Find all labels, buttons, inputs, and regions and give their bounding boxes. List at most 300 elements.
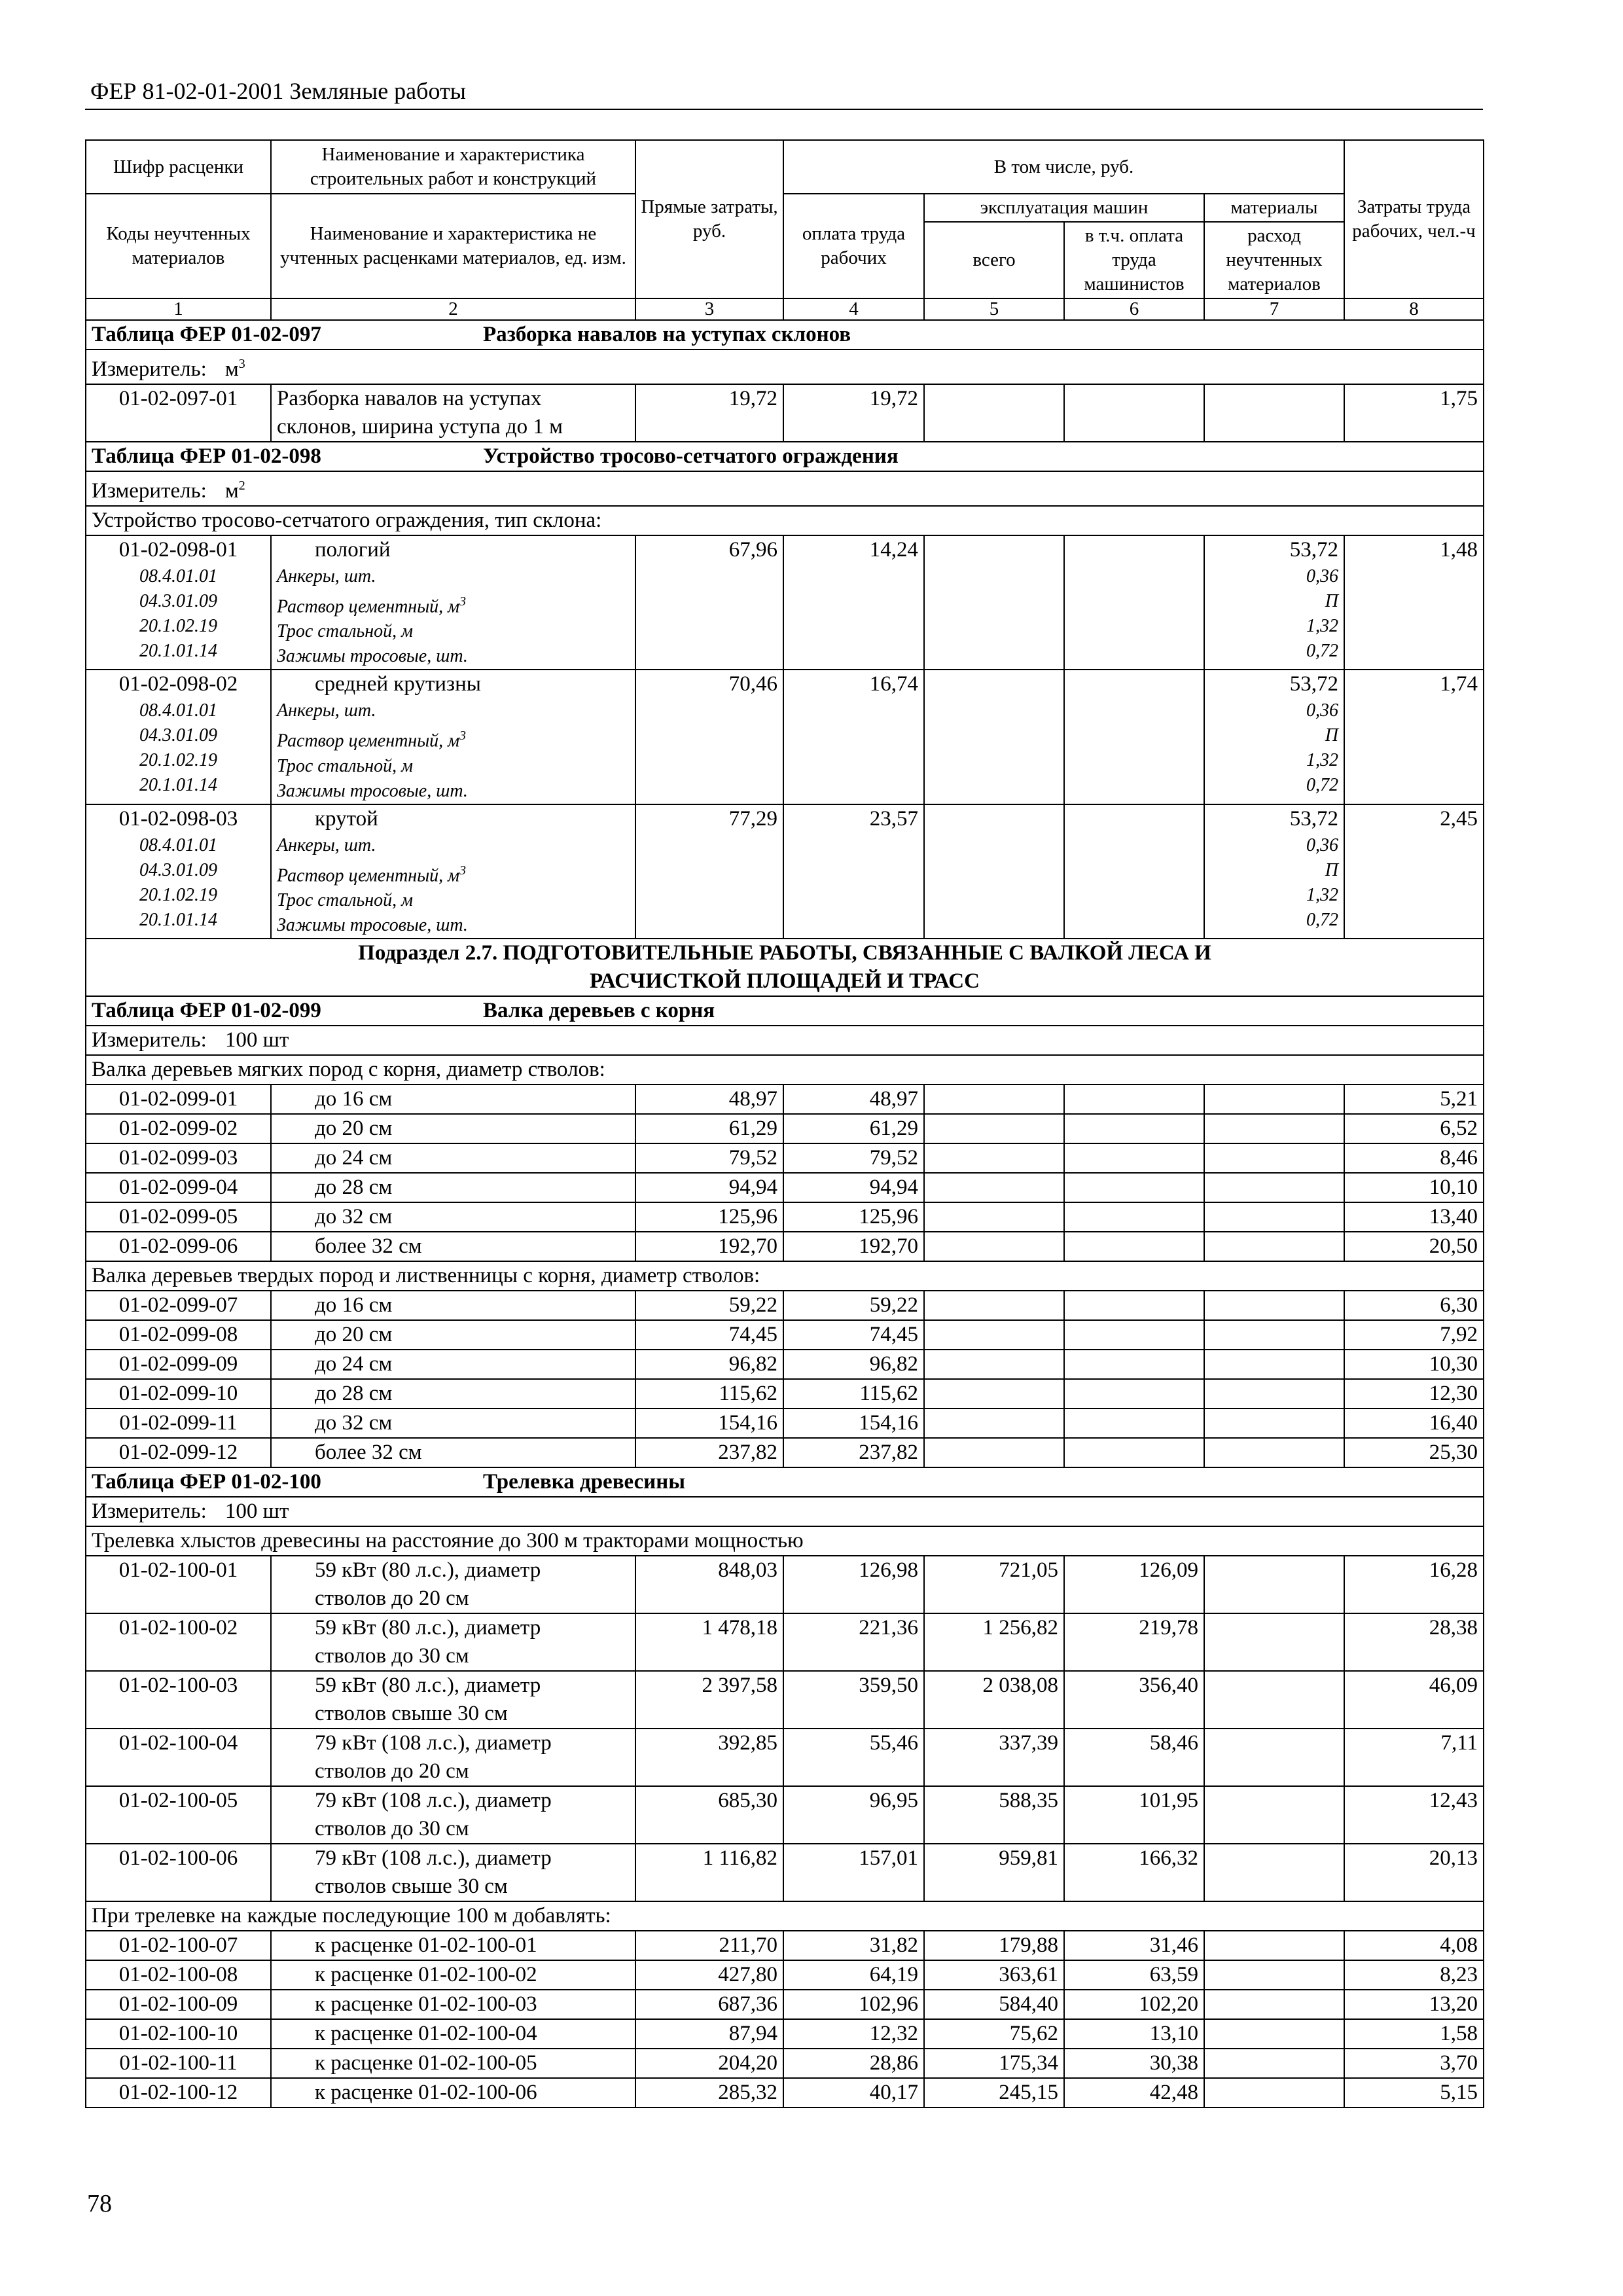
group-header: Устройство тросово-сетчатого ограждения, тип склона: (86, 506, 1484, 535)
header-row-1 (86, 140, 1484, 194)
materials-cost (1204, 670, 1344, 804)
material-name-text: Анкеры, шт. (277, 834, 376, 855)
rate-code (86, 670, 271, 804)
labor-cost: 12,30 (1344, 1379, 1484, 1408)
rate-name-line1: 59 кВт (80 л.с.), диаметр (315, 1615, 541, 1640)
subsection-heading (86, 939, 1484, 996)
materials-cost (1204, 1379, 1344, 1408)
rate-code: 01-02-100-04 (86, 1729, 271, 1786)
direct-cost: 392,85 (635, 1729, 783, 1786)
rate-name-line2: стволов до 30 см (315, 1816, 469, 1840)
rate-code: 01-02-099-04 (86, 1173, 271, 1202)
materials-cost (1204, 1438, 1344, 1467)
material-qty: 1,32 (1306, 616, 1338, 636)
table-row (86, 1320, 1484, 1350)
worker-wage: 126,98 (783, 1556, 924, 1613)
labor-cost: 12,43 (1344, 1786, 1484, 1844)
machinist-wage: 63,59 (1064, 1960, 1204, 1990)
measure-row (86, 471, 1484, 506)
machinist-wage (1064, 1232, 1204, 1261)
rate-code (86, 535, 271, 670)
group-header: Трелевка хлыстов древесины на расстояние до 300 м тракторами мощностью (86, 1526, 1484, 1556)
worker-wage: 359,50 (783, 1671, 924, 1729)
machine-cost: 245,15 (924, 2078, 1064, 2108)
worker-wage: 96,95 (783, 1786, 924, 1844)
machine-cost (924, 1408, 1064, 1438)
worker-wage: 28,86 (783, 2049, 924, 2078)
worker-wage: 19,72 (783, 384, 924, 442)
machine-cost: 363,61 (924, 1960, 1064, 1990)
direct-cost: 427,80 (635, 1960, 783, 1990)
rate-name-line1: 79 кВт (108 л.с.), диаметр (315, 1846, 552, 1870)
material-qty: 1,32 (1306, 884, 1338, 905)
col1-header-top: Шифр расценки (86, 140, 271, 194)
materials-cost (1204, 1202, 1344, 1232)
rate-name-text: до 24 см (315, 1352, 393, 1376)
labor-cost: 10,10 (1344, 1173, 1484, 1202)
material-name (277, 698, 630, 723)
machine-cost: 337,39 (924, 1729, 1064, 1786)
rate-code: 01-02-100-09 (86, 1990, 271, 2019)
materials-cost (1204, 1931, 1344, 1960)
column-number: 8 (1344, 298, 1484, 320)
column-number: 3 (635, 298, 783, 320)
rate-code: 01-02-100-11 (86, 2049, 271, 2078)
rate-name-text: до 28 см (315, 1175, 393, 1199)
machine-cost (924, 1350, 1064, 1379)
table-title-row (86, 320, 1484, 350)
rate-name-line1: 59 кВт (80 л.с.), диаметр (315, 1558, 541, 1582)
rate-name-text: к расценке 01-02-100-02 (315, 1962, 537, 1986)
table-title: Валка деревьев с корня (483, 998, 715, 1022)
table-code: Таблица ФЕР 01-02-097 (92, 323, 321, 346)
materials-cost (1204, 535, 1344, 670)
material-qty: П (1325, 725, 1338, 746)
rate-name (271, 1671, 635, 1729)
direct-cost: 192,70 (635, 1232, 783, 1261)
materials-cost (1204, 1613, 1344, 1671)
col5-header: всего (924, 222, 1064, 298)
materials-cost (1204, 1671, 1344, 1729)
col6-header: в т.ч. оплата труда машинистов (1064, 222, 1204, 298)
direct-cost: 79,52 (635, 1143, 783, 1173)
rate-name (271, 670, 635, 804)
direct-cost: 96,82 (635, 1350, 783, 1379)
rate-name (271, 1291, 635, 1320)
materials-cost (1204, 1960, 1344, 1990)
measure-unit-power: 2 (238, 478, 245, 493)
material-qty: П (1325, 859, 1338, 880)
worker-wage: 23,57 (783, 804, 924, 939)
material-code: 08.4.01.01 (139, 700, 217, 721)
material-name-text: Анкеры, шт. (277, 566, 376, 586)
measure-cell (86, 1026, 1484, 1055)
rate-name (271, 2019, 635, 2049)
materials-cost (1204, 1173, 1344, 1202)
rate-code: 01-02-099-12 (86, 1438, 271, 1467)
material-name (277, 644, 630, 669)
materials-cost (1204, 1232, 1344, 1261)
direct-cost: 848,03 (635, 1556, 783, 1613)
table-row (86, 1990, 1484, 2019)
rate-code: 01-02-100-07 (86, 1931, 271, 1960)
rate-name (271, 1931, 635, 1960)
rate-name-text: более 32 см (315, 1234, 422, 1258)
worker-wage: 64,19 (783, 1960, 924, 1990)
direct-cost: 115,62 (635, 1379, 783, 1408)
rate-code: 01-02-100-08 (86, 1960, 271, 1990)
labor-cost: 7,11 (1344, 1729, 1484, 1786)
page-header: ФЕР 81-02-01-2001 Земляные работы (90, 78, 466, 104)
rate-code: 01-02-099-08 (86, 1320, 271, 1350)
machinist-wage (1064, 670, 1204, 804)
machinist-wage: 13,10 (1064, 2019, 1204, 2049)
rate-name (271, 1408, 635, 1438)
column-number: 2 (271, 298, 635, 320)
rate-name-text: до 32 см (315, 1410, 393, 1435)
table-row (86, 1202, 1484, 1232)
rate-code: 01-02-100-12 (86, 2078, 271, 2108)
material-name-text: Раствор цементный, м (277, 865, 460, 886)
material-code: 04.3.01.09 (139, 591, 217, 611)
table-title: Устройство тросово-сетчатого ограждения (483, 444, 899, 468)
table-code: Таблица ФЕР 01-02-098 (92, 444, 321, 468)
rate-code: 01-02-099-06 (86, 1232, 271, 1261)
worker-wage: 125,96 (783, 1202, 924, 1232)
measure-cell (86, 1497, 1484, 1526)
table-title: Трелевка древесины (483, 1469, 686, 1494)
rate-name (271, 1990, 635, 2019)
labor-cost: 8,23 (1344, 1960, 1484, 1990)
subsection-line2: РАСЧИСТКОЙ ПЛОЩАДЕЙ И ТРАСС (590, 969, 980, 993)
rate-name-line2: стволов до 20 см (315, 1586, 469, 1610)
machine-cost: 588,35 (924, 1786, 1064, 1844)
group-header-row (86, 1901, 1484, 1931)
material-name (277, 913, 630, 938)
materials-cost (1204, 1786, 1344, 1844)
rate-code: 01-02-099-07 (86, 1291, 271, 1320)
machine-cost (924, 384, 1064, 442)
material-name-text: Зажимы тросовые, шт. (277, 914, 468, 935)
column-number: 4 (783, 298, 924, 320)
machinist-wage: 31,46 (1064, 1931, 1204, 1960)
material-unit-power: 3 (459, 728, 467, 744)
measure-label: Измеритель: (92, 357, 207, 381)
table-row (86, 1173, 1484, 1202)
material-name (277, 833, 630, 858)
measure-unit: 100 шт (224, 1028, 289, 1052)
machinist-wage: 356,40 (1064, 1671, 1204, 1729)
table-row (86, 1143, 1484, 1173)
measure-row (86, 350, 1484, 384)
rate-name (271, 804, 635, 939)
column-number: 1 (86, 298, 271, 320)
rate-name (271, 1085, 635, 1114)
worker-wage: 55,46 (783, 1729, 924, 1786)
rate-name-text: до 28 см (315, 1381, 393, 1405)
material-qty: 0,72 (1306, 909, 1338, 930)
measure-label: Измеритель: (92, 1499, 207, 1523)
rate-name-text: к расценке 01-02-100-04 (315, 2021, 537, 2045)
rate-name (271, 1202, 635, 1232)
rate-code: 01-02-099-05 (86, 1202, 271, 1232)
material-name-text: Трос стальной, м (277, 755, 414, 776)
table-title-row (86, 442, 1484, 471)
machine-cost (924, 1143, 1064, 1173)
rate-name-text: до 20 см (315, 1116, 393, 1140)
labor-cost: 3,70 (1344, 2049, 1484, 2078)
table-row (86, 2019, 1484, 2049)
labor-cost: 8,46 (1344, 1143, 1484, 1173)
table-row (86, 1232, 1484, 1261)
direct-cost: 48,97 (635, 1085, 783, 1114)
direct-cost: 67,96 (635, 535, 783, 670)
rate-name (271, 1114, 635, 1143)
machine-cost (924, 1173, 1064, 1202)
column-number: 6 (1064, 298, 1204, 320)
rate-name (271, 1320, 635, 1350)
machinist-wage (1064, 1408, 1204, 1438)
rate-name (271, 1173, 635, 1202)
machine-cost (924, 1438, 1064, 1467)
direct-cost: 94,94 (635, 1173, 783, 1202)
table-row (86, 1085, 1484, 1114)
machinist-wage: 126,09 (1064, 1556, 1204, 1613)
table-title-cell (86, 320, 1484, 350)
materials-cost-text: 53,72 (1289, 538, 1338, 562)
rate-name (271, 384, 635, 442)
material-name-text: Зажимы тросовые, шт. (277, 780, 468, 801)
material-code: 08.4.01.01 (139, 834, 217, 855)
machine-cost: 721,05 (924, 1556, 1064, 1613)
material-unit-power: 3 (459, 863, 467, 878)
table-title-cell (86, 996, 1484, 1026)
worker-wage: 94,94 (783, 1173, 924, 1202)
labor-cost: 5,15 (1344, 2078, 1484, 2108)
table-title-cell (86, 442, 1484, 471)
table-row (86, 1291, 1484, 1320)
rate-name-text: к расценке 01-02-100-01 (315, 1933, 537, 1957)
table-row (86, 2049, 1484, 2078)
rate-code-text: 01-02-098-03 (118, 806, 238, 831)
rate-name (271, 1786, 635, 1844)
rate-name-text: до 16 см (315, 1086, 393, 1111)
worker-wage: 221,36 (783, 1613, 924, 1671)
rate-code: 01-02-100-05 (86, 1786, 271, 1844)
machinist-wage: 101,95 (1064, 1786, 1204, 1844)
machinist-wage (1064, 1143, 1204, 1173)
table-row (86, 1844, 1484, 1901)
worker-wage: 14,24 (783, 535, 924, 670)
table-title-row (86, 996, 1484, 1026)
labor-cost: 13,20 (1344, 1990, 1484, 2019)
worker-wage: 12,32 (783, 2019, 924, 2049)
materials-cost (1204, 2019, 1344, 2049)
material-code: 20.1.01.14 (139, 775, 217, 796)
materials-cost (1204, 1114, 1344, 1143)
direct-cost: 125,96 (635, 1202, 783, 1232)
direct-cost: 211,70 (635, 1931, 783, 1960)
measure-row (86, 1497, 1484, 1526)
worker-wage: 59,22 (783, 1291, 924, 1320)
group-header: Валка деревьев твердых пород и лиственницы с корня, диаметр стволов: (86, 1261, 1484, 1291)
labor-cost: 16,28 (1344, 1556, 1484, 1613)
machinist-wage (1064, 1350, 1204, 1379)
machine-cost: 584,40 (924, 1990, 1064, 2019)
worker-wage: 192,70 (783, 1232, 924, 1261)
machinist-wage (1064, 1379, 1204, 1408)
machinist-wage: 219,78 (1064, 1613, 1204, 1671)
machine-cost (924, 1202, 1064, 1232)
machinist-wage (1064, 535, 1204, 670)
machine-cost: 175,34 (924, 2049, 1064, 2078)
machinist-wage (1064, 1173, 1204, 1202)
table-row (86, 1931, 1484, 1960)
material-name (277, 779, 630, 804)
labor-cost: 7,92 (1344, 1320, 1484, 1350)
material-qty: 0,72 (1306, 641, 1338, 661)
group-header-row (86, 1055, 1484, 1085)
table-row (86, 670, 1484, 804)
rate-code-text: 01-02-098-02 (118, 672, 238, 696)
labor-cost: 10,30 (1344, 1350, 1484, 1379)
materials-cost (1204, 1556, 1344, 1613)
table-title-row (86, 1467, 1484, 1497)
material-name-text: Зажимы тросовые, шт. (277, 646, 468, 667)
machinist-wage (1064, 1291, 1204, 1320)
machine-cost (924, 1320, 1064, 1350)
material-code: 08.4.01.01 (139, 566, 217, 586)
labor-cost: 20,50 (1344, 1232, 1484, 1261)
rate-name (271, 1556, 635, 1613)
direct-cost: 285,32 (635, 2078, 783, 2108)
labor-cost: 25,30 (1344, 1438, 1484, 1467)
machine-cost: 959,81 (924, 1844, 1064, 1901)
table-row (86, 2078, 1484, 2108)
group-header-row (86, 1526, 1484, 1556)
material-name-text: Трос стальной, м (277, 889, 414, 910)
worker-wage: 96,82 (783, 1350, 924, 1379)
machine-cost (924, 804, 1064, 939)
table-title-cell (86, 1467, 1484, 1497)
measure-label: Измеритель: (92, 1028, 207, 1052)
materials-cost (1204, 2078, 1344, 2108)
material-qty: 0,72 (1306, 775, 1338, 796)
machine-cost: 75,62 (924, 2019, 1064, 2049)
material-name (277, 619, 630, 644)
labor-cost: 6,52 (1344, 1114, 1484, 1143)
table-row (86, 1786, 1484, 1844)
rate-code: 01-02-099-01 (86, 1085, 271, 1114)
rate-code: 01-02-100-02 (86, 1613, 271, 1671)
column-numbers-row (86, 298, 1484, 320)
rate-code: 01-02-099-02 (86, 1114, 271, 1143)
rate-name-line2: склонов, ширина уступа до 1 м (277, 415, 563, 439)
measure-cell (86, 471, 1484, 506)
rate-code (86, 804, 271, 939)
rate-code: 01-02-100-03 (86, 1671, 271, 1729)
rate-code: 01-02-099-09 (86, 1350, 271, 1379)
rate-code-text: 01-02-098-01 (118, 538, 238, 562)
group-header-row (86, 506, 1484, 535)
worker-wage: 154,16 (783, 1408, 924, 1438)
worker-wage: 115,62 (783, 1379, 924, 1408)
direct-cost: 2 397,58 (635, 1671, 783, 1729)
labor-cost: 6,30 (1344, 1291, 1484, 1320)
labor-cost: 2,45 (1344, 804, 1484, 939)
rate-name-text: до 16 см (315, 1293, 393, 1317)
table-row (86, 1114, 1484, 1143)
machinist-wage (1064, 384, 1204, 442)
material-name (277, 589, 630, 619)
table-row (86, 535, 1484, 670)
material-code: 20.1.01.14 (139, 909, 217, 930)
materials-cost (1204, 1143, 1344, 1173)
materials-header: материалы (1204, 194, 1344, 222)
direct-cost: 1 116,82 (635, 1844, 783, 1901)
rate-name (271, 1960, 635, 1990)
measure-unit: м (224, 357, 239, 381)
worker-wage: 31,82 (783, 1931, 924, 1960)
rate-name-line2: стволов свыше 30 см (315, 1701, 508, 1725)
materials-cost-text: 53,72 (1289, 806, 1338, 831)
group-header: Валка деревьев мягких пород с корня, диаметр стволов: (86, 1055, 1484, 1085)
direct-cost: 59,22 (635, 1291, 783, 1320)
rate-name-line2: стволов до 20 см (315, 1759, 469, 1783)
machine-cost (924, 1232, 1064, 1261)
rate-name-text: до 32 см (315, 1204, 393, 1229)
material-name (277, 564, 630, 589)
direct-cost: 19,72 (635, 384, 783, 442)
rate-code: 01-02-099-10 (86, 1379, 271, 1408)
machine-cost: 179,88 (924, 1931, 1064, 1960)
materials-cost (1204, 2049, 1344, 2078)
table-row (86, 1350, 1484, 1379)
material-qty: 1,32 (1306, 750, 1338, 771)
col2-header-top: Наименование и характеристика строительных работ и конструкций (271, 140, 635, 194)
machine-cost (924, 1291, 1064, 1320)
table-title: Разборка навалов на уступах склонов (483, 323, 851, 346)
machine-cost: 2 038,08 (924, 1671, 1064, 1729)
rate-name (271, 2049, 635, 2078)
rate-name (271, 1350, 635, 1379)
worker-wage: 157,01 (783, 1844, 924, 1901)
column-number: 5 (924, 298, 1064, 320)
machinist-wage: 42,48 (1064, 2078, 1204, 2108)
direct-cost: 61,29 (635, 1114, 783, 1143)
rate-name-line1: Разборка навалов на уступах (277, 387, 542, 410)
material-qty: 0,36 (1306, 834, 1338, 855)
machinist-wage (1064, 804, 1204, 939)
group-header: При трелевке на каждые последующие 100 м добавлять: (86, 1901, 1484, 1931)
group-header-row (86, 1261, 1484, 1291)
labor-cost: 20,13 (1344, 1844, 1484, 1901)
machinist-wage: 102,20 (1064, 1990, 1204, 2019)
col1-header-bottom: Коды неучтенных материалов (86, 194, 271, 298)
worker-wage: 40,17 (783, 2078, 924, 2108)
measure-unit: 100 шт (224, 1499, 289, 1523)
materials-cost (1204, 804, 1344, 939)
worker-wage: 48,97 (783, 1085, 924, 1114)
rate-name-text: средней крутизны (315, 672, 481, 696)
header-row-2 (86, 194, 1484, 222)
table-row (86, 1960, 1484, 1990)
table-row (86, 804, 1484, 939)
rate-name-line1: 79 кВт (108 л.с.), диаметр (315, 1788, 552, 1812)
rate-name-line1: 59 кВт (80 л.с.), диаметр (315, 1673, 541, 1697)
worker-wage: 102,96 (783, 1990, 924, 2019)
rate-name (271, 1613, 635, 1671)
